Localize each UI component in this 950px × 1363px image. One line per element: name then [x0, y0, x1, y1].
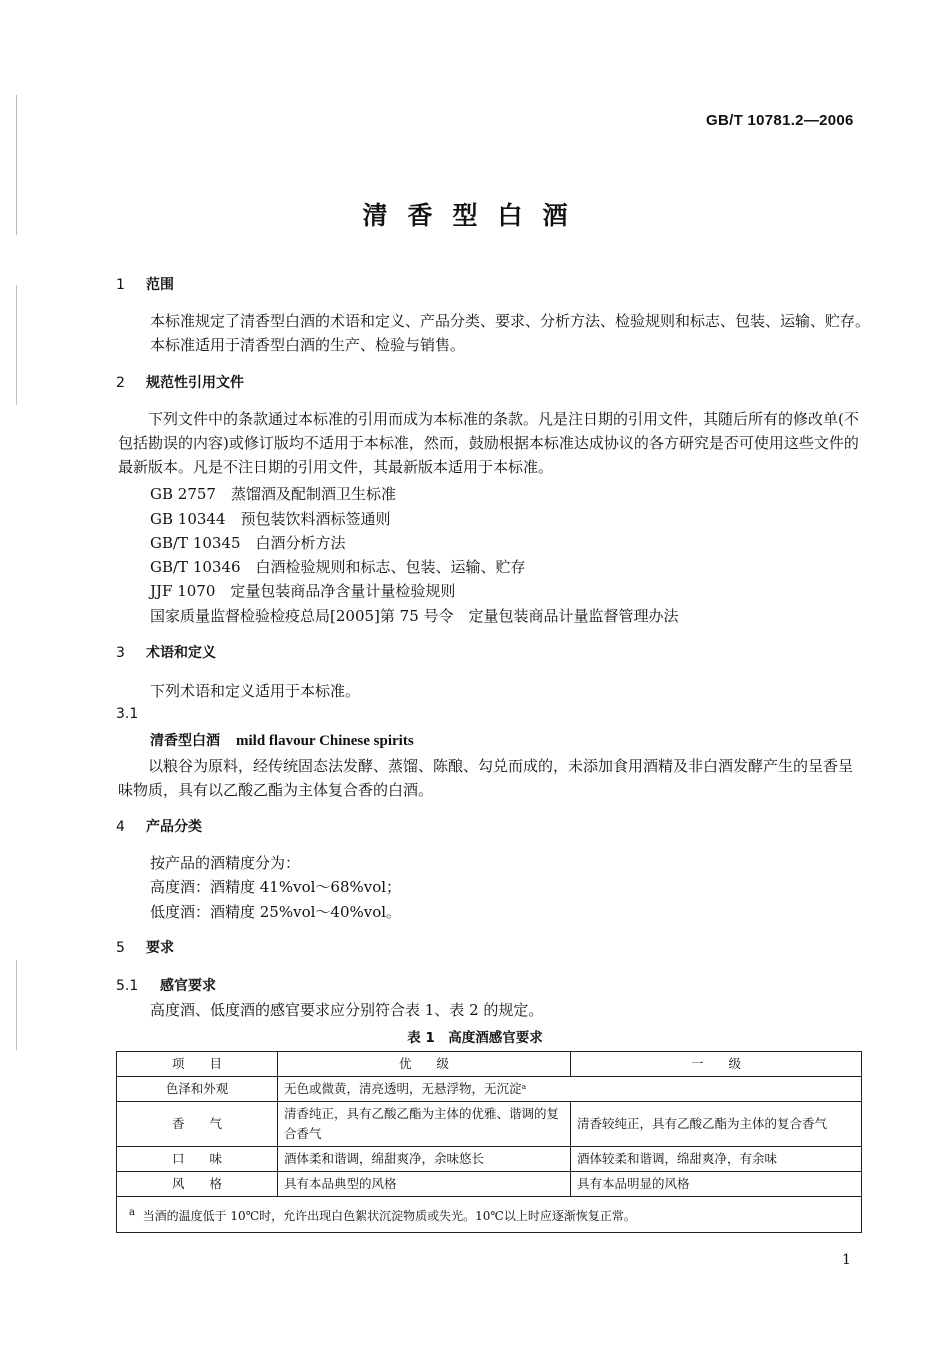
subsection-title: 感官要求: [160, 978, 216, 994]
paragraph: 按产品的酒精度分为：: [150, 854, 301, 872]
section-title: 范围: [146, 277, 174, 293]
header-cell: 优 级: [278, 1052, 571, 1077]
section-2-heading: [116, 372, 244, 392]
footnote-text: 当酒的温度低于 10℃时，允许出现白色絮状沉淀物质或失光。10℃以上时应逐渐恢复正常。: [142, 1209, 636, 1223]
section-title: 术语和定义: [146, 645, 216, 661]
section-number: 3: [116, 645, 125, 661]
first-grade-cell: 酒体较柔和谐调，绵甜爽净，有余味: [571, 1147, 862, 1172]
header-cell: 项 目: [117, 1052, 278, 1077]
table-row: [117, 1147, 862, 1172]
standard-number: GB/T 10781.2—2006: [706, 112, 854, 129]
section-4-heading: [116, 816, 202, 836]
section-3-heading: [116, 642, 216, 662]
paragraph: 低度酒：酒精度 25%vol～40%vol。: [150, 903, 402, 921]
section-number: 4: [116, 819, 125, 835]
header-cell: 一 级: [571, 1052, 862, 1077]
reference-item: JJF 1070 定量包装商品净含量计量检验规则: [150, 582, 456, 600]
table-row: [117, 1102, 862, 1147]
item-cell: 色泽和外观: [117, 1077, 278, 1102]
term-english: mild flavour Chinese spirits: [236, 733, 414, 749]
page-number: 1: [842, 1252, 851, 1268]
section-number: 1: [116, 277, 125, 293]
paragraph: 本标准规定了清香型白酒的术语和定义、产品分类、要求、分析方法、检验规则和标志、包装、运输、贮存。: [150, 312, 871, 330]
table-header-row: [117, 1052, 862, 1077]
document-title: 清香型白酒: [362, 201, 588, 230]
footnote-mark: a: [129, 1207, 135, 1218]
section-5-heading: [116, 937, 174, 957]
subsection-number: 3.1: [116, 706, 139, 722]
first-grade-cell: 清香较纯正，具有乙酸乙酯为主体的复合香气: [571, 1102, 862, 1147]
reference-item: GB 2757 蒸馏酒及配制酒卫生标准: [150, 485, 396, 503]
section-title: 产品分类: [146, 819, 202, 835]
item-cell: 口 味: [117, 1147, 278, 1172]
section-1-heading: [116, 274, 174, 294]
table-footnote-row: [117, 1197, 862, 1233]
premium-cell: 清香纯正，具有乙酸乙酯为主体的优雅、谐调的复合香气: [278, 1102, 571, 1147]
reference-item: GB 10344 预包装饮料酒标签通则: [150, 510, 391, 528]
item-cell: 香 气: [117, 1102, 278, 1147]
first-grade-cell: 具有本品明显的风格: [571, 1172, 862, 1197]
sensory-requirements-table: [116, 1051, 862, 1233]
section-title: 规范性引用文件: [146, 375, 244, 391]
term-chinese: 清香型白酒: [150, 733, 220, 749]
reference-item: GB/T 10345 白酒分析方法: [150, 534, 346, 552]
premium-cell: 酒体柔和谐调，绵甜爽净，余味悠长: [278, 1147, 571, 1172]
paragraph: 高度酒、低度酒的感官要求应分别符合表 1、表 2 的规定。: [150, 1001, 544, 1019]
paragraph: 本标准适用于清香型白酒的生产、检验与销售。: [150, 336, 466, 354]
scan-artifact: [16, 285, 17, 405]
section-title: 要求: [146, 940, 174, 956]
item-cell: 风 格: [117, 1172, 278, 1197]
paragraph: 下列文件中的条款通过本标准的引用而成为本标准的条款。凡是注日期的引用文件，其随后所有的修改单(不包括勘误的内容)或修订版均不适用于本标准，然而，鼓励根据本标准达成协议的各方研究是否可使用这些文件的最新版本。凡是不注日期的引用文件，其最新版本适用于本标准。: [118, 410, 859, 476]
merged-cell: 无色或微黄，清亮透明，无悬浮物，无沉淀ᵃ: [278, 1077, 862, 1102]
table-row: [117, 1172, 862, 1197]
definition: 以粮谷为原料，经传统固态法发酵、蒸馏、陈酿、勾兑而成的，未添加食用酒精及非白酒发酵产生的呈香呈味物质，具有以乙酸乙酯为主体复合香的白酒。: [118, 757, 854, 799]
subsection-5-1-heading: [116, 975, 216, 995]
section-number: 5: [116, 940, 125, 956]
subsection-number: 5.1: [116, 978, 139, 994]
section-number: 2: [116, 375, 125, 391]
paragraph: 下列术语和定义适用于本标准。: [150, 682, 361, 700]
scan-artifact: [16, 95, 17, 235]
premium-cell: 具有本品典型的风格: [278, 1172, 571, 1197]
reference-item: GB/T 10346 白酒检验规则和标志、包装、运输、贮存: [150, 558, 526, 576]
paragraph: 高度酒：酒精度 41%vol～68%vol；: [150, 878, 402, 896]
term-entry: [150, 730, 414, 750]
reference-item: 国家质量监督检验检疫总局[2005]第 75 号令 定量包装商品计量监督管理办法: [150, 607, 679, 625]
table-row: [117, 1077, 862, 1102]
scan-artifact: [16, 960, 17, 1050]
table-caption: 表 1 高度酒感官要求: [407, 1030, 543, 1046]
footnote-cell: [117, 1197, 862, 1233]
